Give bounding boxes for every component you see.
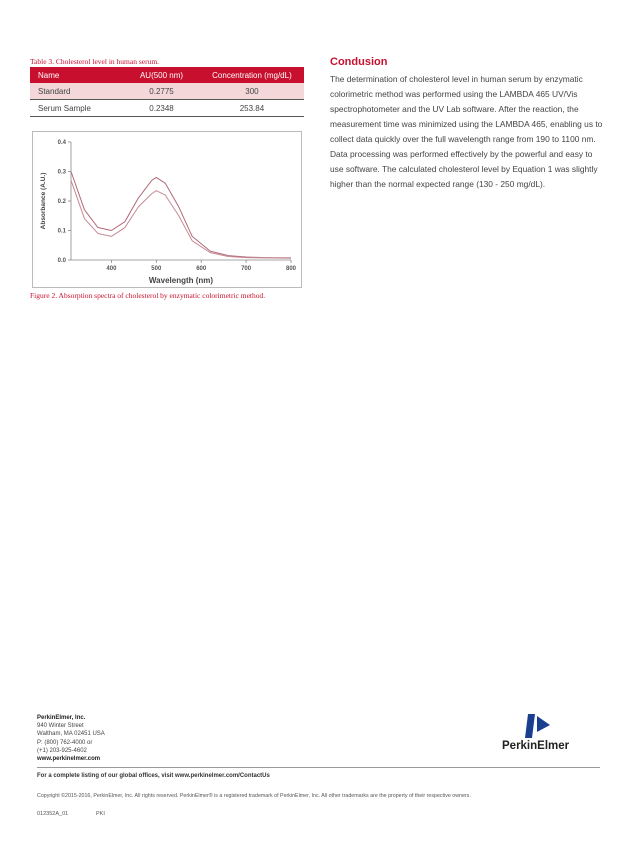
y-tick-label: 0.4 — [57, 140, 66, 146]
column-header-au: AU(500 nm) — [123, 67, 200, 83]
table-cell: 0.2775 — [123, 83, 200, 100]
phone-line: (+1) 203-925-4602 — [37, 747, 87, 754]
conclusion-heading: Condusion — [330, 56, 388, 68]
company-name: PerkinElmer, Inc. — [37, 715, 86, 721]
copyright-text: Copyright ©2015-2016, PerkinElmer, Inc. All rights reserved. PerkinElmer® is a registered trademark of PerkinElmer, Inc. All other trademarks are the property of their respective owners. — [37, 793, 471, 799]
address-line: 940 Winter Street — [37, 723, 84, 730]
table-row — [30, 83, 304, 100]
company-address — [37, 714, 105, 763]
document-id: 012352A_01 — [37, 811, 69, 817]
cholesterol-table — [30, 67, 304, 117]
table-cell: 0.2348 — [123, 100, 200, 117]
logo-mark-icon — [500, 712, 610, 742]
offices-note: For a complete listing of our global offices, visit www.perkinelmer.com/ContactUs — [37, 773, 270, 779]
footer-divider — [37, 767, 600, 768]
perkinelmer-logo — [500, 712, 610, 760]
x-tick-label: 400 — [106, 266, 117, 272]
figure-caption: Figure 2. Absorption spectra of cholesterol by enzymatic colorimetric method. — [30, 291, 266, 300]
series-line-1 — [71, 172, 291, 258]
phone-line: P: (800) 762-4000 or — [37, 739, 93, 746]
table-cell: 253.84 — [200, 100, 304, 117]
column-header-concentration: Concentration (mg/dL) — [200, 67, 304, 83]
table-cell: Standard — [30, 83, 123, 100]
x-axis-label: Wavelength (nm) — [148, 276, 214, 285]
y-tick-label: 0.3 — [57, 169, 66, 176]
table-caption: Table 3. Cholesterol level in human serum. — [30, 57, 160, 66]
table-header-row — [30, 67, 304, 83]
address-line: Waltham, MA 02451 USA — [37, 731, 105, 738]
x-tick-label: 500 — [151, 266, 162, 272]
document-code: PKI — [96, 811, 105, 817]
series-line-2 — [71, 180, 291, 258]
conclusion-body: The determination of cholesterol level in human serum by enzymatic colorimetric method was performed using the LAMBDA 465 UV/Vis spectrophotometer and the UV Lab software. After the reaction, the measurement time was minimized using the LAMBDA 465, enabling us to collect data quickly over the full wavelength range from 190 to 1100 nm. Data processing was performed effectively by the powerful and easy to use software. The calculated cholesterol level by Equation 1 was slightly higher than the normal expected range (130 - 250 mg/dL). — [330, 74, 603, 189]
table-cell: 300 — [200, 83, 304, 100]
y-tick-label: 0.1 — [57, 228, 66, 235]
chart-svg — [33, 132, 301, 287]
website-link[interactable]: www.perkinelmer.com — [37, 756, 101, 763]
y-tick-label: 0.0 — [57, 258, 66, 264]
x-tick-label: 800 — [285, 266, 297, 272]
table-cell: Serum Sample — [30, 100, 123, 117]
column-header-name: Name — [30, 67, 123, 83]
table-row — [30, 100, 304, 117]
logo-text: PerkinElmer — [502, 740, 570, 752]
y-tick-label: 0.2 — [57, 199, 66, 205]
absorption-spectra-chart — [32, 131, 302, 288]
x-tick-label: 600 — [196, 266, 207, 272]
y-axis-label: Absorbance (A.U.) — [40, 172, 47, 230]
x-tick-label: 700 — [241, 266, 252, 272]
